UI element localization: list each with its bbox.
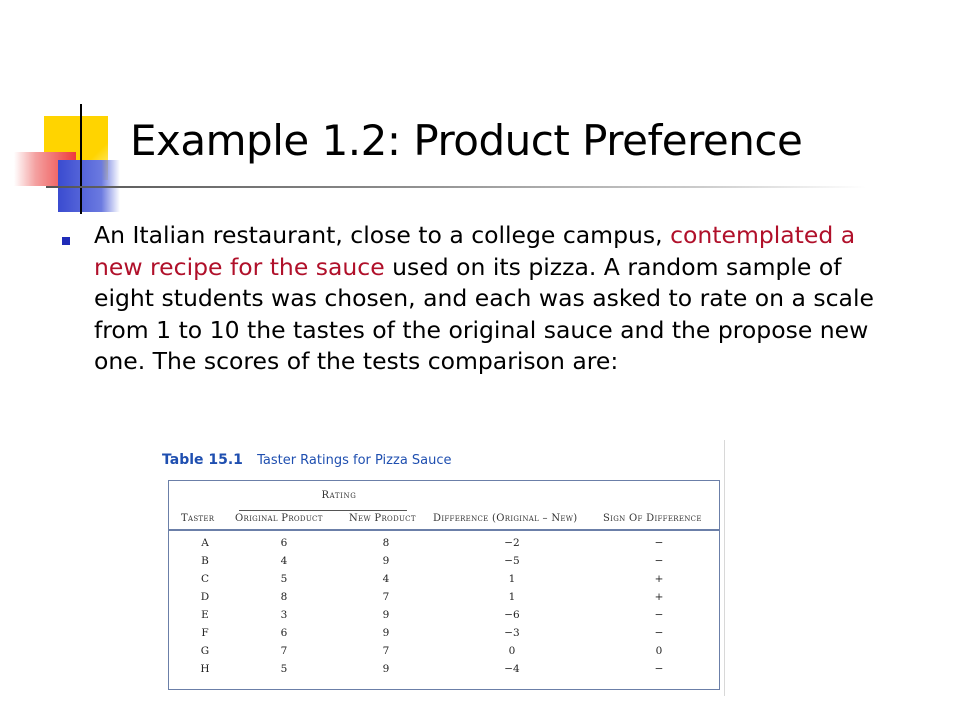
cell-difference: 1 (508, 591, 516, 603)
cell-taster: G (200, 645, 210, 657)
cell-original: 6 (280, 627, 288, 639)
table-row (169, 573, 719, 591)
cell-new: 4 (382, 573, 390, 585)
table-caption-text: Taster Ratings for Pizza Sauce (257, 453, 452, 468)
cell-difference: −4 (504, 663, 520, 675)
cell-sign: − (654, 627, 664, 639)
cell-taster: E (201, 609, 209, 621)
cell-difference: −6 (504, 609, 520, 621)
cell-sign: − (654, 537, 664, 549)
decor-vertical-line (80, 104, 82, 214)
table-row (169, 645, 719, 663)
cell-new: 7 (382, 591, 390, 603)
cell-new: 8 (382, 537, 390, 549)
cell-sign: + (654, 591, 664, 603)
body-text-start: An Italian restaurant, close to a college campus, (94, 221, 671, 249)
header-original-product: Original Product (235, 513, 323, 524)
table-number: Table 15.1 (162, 452, 243, 468)
cell-taster: C (200, 573, 210, 585)
cell-taster: F (201, 627, 209, 639)
ratings-table (168, 480, 720, 690)
cell-sign: − (654, 555, 664, 567)
table-row (169, 609, 719, 627)
table-row (169, 663, 719, 681)
cell-taster: A (201, 537, 209, 549)
body-text-highlight: contemplated a new recipe for the sauce (94, 221, 856, 281)
rating-label: Rating (321, 490, 357, 501)
bullet-square-icon (62, 237, 70, 245)
cell-difference: −2 (504, 537, 520, 549)
table-row (169, 555, 719, 573)
cell-taster: D (200, 591, 210, 603)
cell-difference: −3 (504, 627, 520, 639)
cell-sign: 0 (655, 645, 663, 657)
header-taster: Taster (181, 513, 215, 524)
slide-title: Example 1.2: Product Preference (130, 116, 803, 165)
header-sign: Sign Of Difference (603, 513, 702, 524)
cell-new: 7 (382, 645, 390, 657)
header-rule (169, 529, 719, 531)
cell-sign: + (654, 573, 664, 585)
cell-original: 7 (280, 645, 288, 657)
cell-original: 5 (280, 663, 288, 675)
cell-taster: H (200, 663, 210, 675)
table-row (169, 627, 719, 645)
cell-sign: − (654, 609, 664, 621)
cell-new: 9 (382, 609, 390, 621)
table-row (169, 591, 719, 609)
header-difference: Difference (Original – New) (433, 513, 578, 524)
cell-new: 9 (382, 663, 390, 675)
table-row (169, 537, 719, 555)
cell-difference: −5 (504, 555, 520, 567)
cell-original: 5 (280, 573, 288, 585)
cell-taster: B (201, 555, 209, 567)
cell-difference: 0 (508, 645, 516, 657)
cell-original: 3 (280, 609, 288, 621)
body-paragraph (94, 220, 894, 378)
cell-difference: 1 (508, 573, 516, 585)
cell-sign: − (654, 663, 664, 675)
cell-original: 4 (280, 555, 288, 567)
cell-original: 8 (280, 591, 288, 603)
cell-new: 9 (382, 627, 390, 639)
body-text-end: used on its pizza. A random sample of eight students was chosen, and each was asked to rate on a scale from 1 to 10 the tastes of the original sauce and the propose new one. The scores of the tests comparison are: (94, 252, 874, 375)
cell-new: 9 (382, 555, 390, 567)
rating-rule (239, 510, 407, 511)
header-new-product: New Product (349, 513, 416, 524)
scan-edge-line (724, 440, 725, 696)
table-caption (162, 452, 452, 468)
cell-original: 6 (280, 537, 288, 549)
title-underline (46, 186, 866, 188)
